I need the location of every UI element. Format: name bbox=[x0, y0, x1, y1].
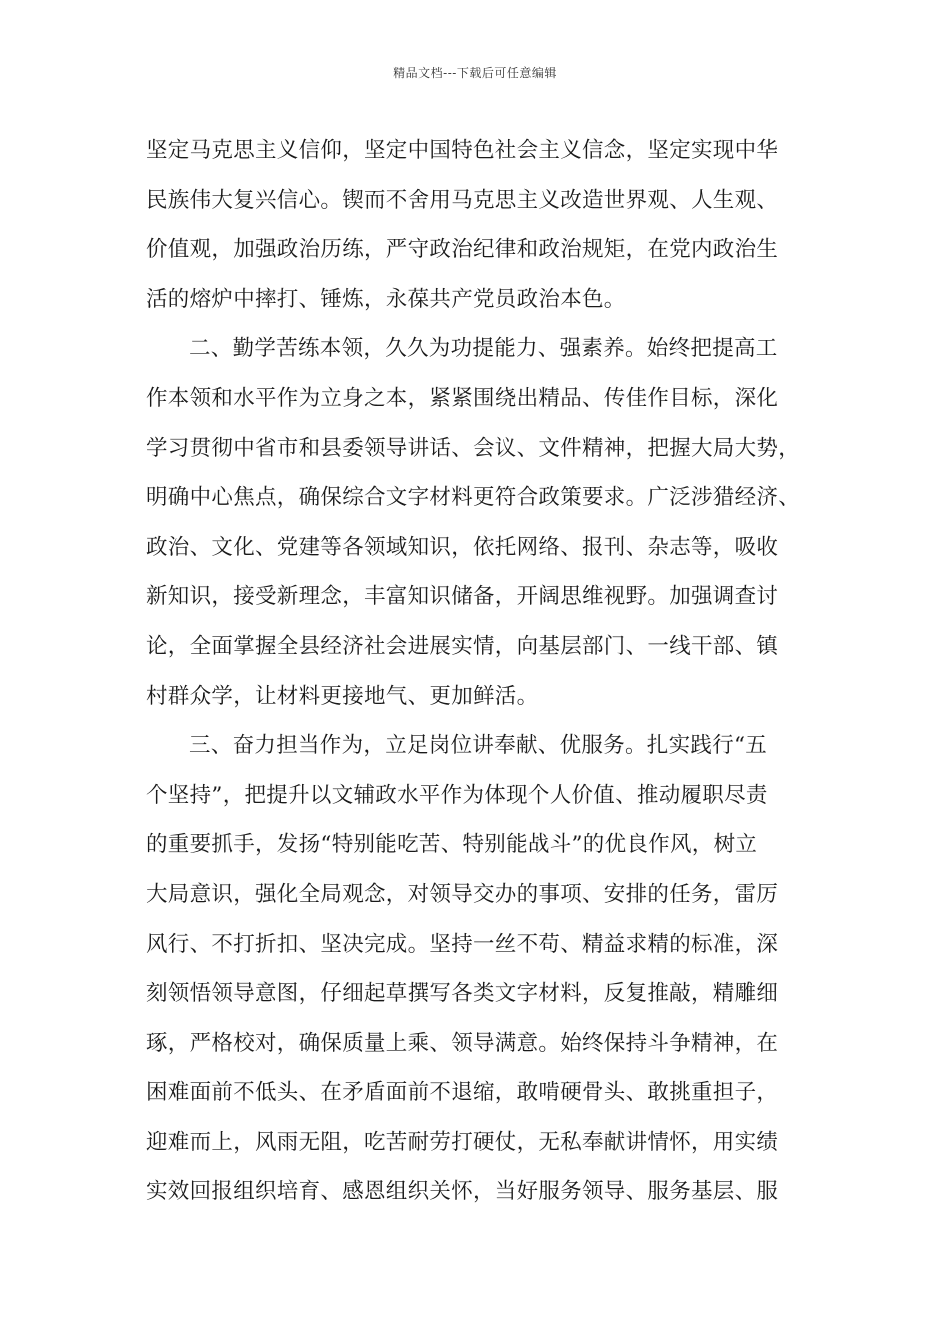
body-line: 论，全面掌握全县经济社会进展实情，向基层部门、一线干部、镇 bbox=[146, 633, 779, 659]
body-line: 坚定马克思主义信仰，坚定中国特色社会主义信念，坚定实现中华 bbox=[146, 138, 779, 163]
page-header: 精品文档---下载后可任意编辑 bbox=[393, 66, 557, 80]
body-line: 风行、不打折扣、坚决完成。坚持一丝不苟、精益求精的标准，深 bbox=[146, 931, 779, 957]
body-line: 个坚持”，把提升以文辅政水平作为体现个人价值、推动履职尽责 bbox=[146, 782, 768, 808]
body-line: 民族伟大复兴信心。锲而不舍用马克思主义改造世界观、人生观、 bbox=[146, 187, 779, 213]
body-line: 作本领和水平作为立身之本，紧紧围绕出精品、传佳作目标，深化 bbox=[146, 385, 779, 411]
paragraph-start-line: 三、奋力担当作为，立足岗位讲奉献、优服务。扎实践行“五 bbox=[189, 733, 768, 759]
body-line: 实效回报组织培育、感恩组织关怀，当好服务领导、服务基层、服 bbox=[146, 1179, 779, 1205]
body-line: 村群众学，让材料更接地气、更加鲜活。 bbox=[146, 683, 539, 709]
body-line: 活的熔炉中摔打、锤炼，永葆共产党员政治本色。 bbox=[146, 286, 626, 312]
body-line: 困难面前不低头、在矛盾面前不退缩，敢啃硬骨头、敢挑重担子， bbox=[146, 1080, 779, 1106]
body-line: 学习贯彻中省市和县委领导讲话、会议、文件精神，把握大局大势， bbox=[146, 435, 801, 461]
paragraph-start-line: 二、勤学苦练本领，久久为功提能力、强素养。始终把提高工 bbox=[189, 336, 778, 362]
body-line: 刻领悟领导意图，仔细起草撰写各类文字材料，反复推敲，精雕细 bbox=[146, 981, 779, 1007]
body-line: 的重要抓手，发扬“特别能吃苦、特别能战斗”的优良作风，树立 bbox=[146, 832, 758, 858]
body-line: 价值观，加强政治历练，严守政治纪律和政治规矩，在党内政治生 bbox=[146, 237, 779, 263]
body-line: 迎难而上，风雨无阻，吃苦耐劳打硬仗，无私奉献讲情怀，用实绩 bbox=[146, 1129, 779, 1155]
body-line: 政治、文化、党建等各领域知识，依托网络、报刊、杂志等，吸收 bbox=[146, 534, 779, 560]
body-line: 新知识，接受新理念，丰富知识储备，开阔思维视野。加强调查讨 bbox=[146, 584, 779, 610]
body-line: 明确中心焦点，确保综合文字材料更符合政策要求。广泛涉猎经济、 bbox=[146, 485, 801, 511]
body-line: 琢，严格校对，确保质量上乘、领导满意。始终保持斗争精神，在 bbox=[146, 1030, 779, 1056]
document-body bbox=[146, 126, 826, 1217]
body-line: 大局意识，强化全局观念，对领导交办的事项、安排的任务，雷厉 bbox=[146, 881, 779, 907]
